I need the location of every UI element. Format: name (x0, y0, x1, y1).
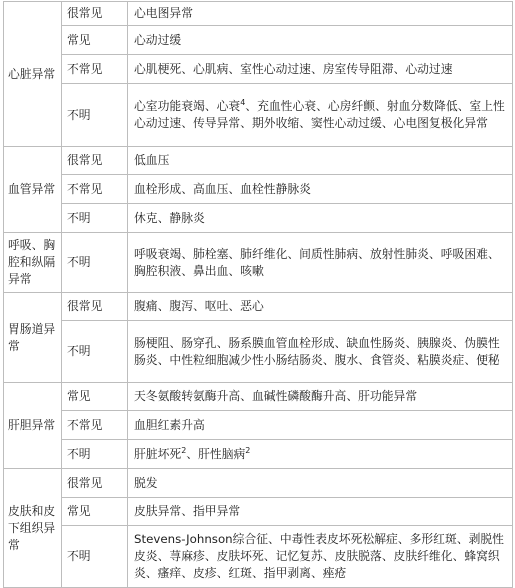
reaction-cell (128, 440, 513, 469)
reaction-cell: 皮肤异常、指甲异常 (128, 498, 513, 526)
footnote-marker: 2 (245, 445, 251, 455)
frequency-cell: 很常见 (62, 147, 128, 175)
frequency-cell: 很常见 (62, 293, 128, 321)
reaction-cell: 休克、静脉炎 (128, 204, 513, 233)
reaction-cell: 心动过缓 (128, 26, 513, 55)
table-row (4, 440, 513, 469)
table-row (4, 233, 513, 293)
category-cell: 胃肠道异常 (4, 293, 62, 383)
category-cell: 呼吸、胸腔和纵隔异常 (4, 233, 62, 293)
category-cell: 血管异常 (4, 147, 62, 233)
table-row (4, 204, 513, 233)
frequency-cell: 不明 (62, 440, 128, 469)
frequency-cell: 常见 (62, 498, 128, 526)
table-row (4, 293, 513, 321)
adverse-reactions-table (3, 1, 513, 588)
table-row (4, 498, 513, 526)
table-row (4, 411, 513, 440)
table-row (4, 383, 513, 411)
frequency-cell: 不明 (62, 84, 128, 147)
frequency-cell: 很常见 (62, 469, 128, 498)
table-row (4, 2, 513, 26)
category-cell: 皮肤和皮下组织异常 (4, 469, 62, 588)
frequency-cell: 很常见 (62, 2, 128, 26)
table-row (4, 469, 513, 498)
table-row (4, 55, 513, 84)
reaction-cell: 天冬氨酸转氨酶升高、血碱性磷酸酶升高、肝功能异常 (128, 383, 513, 411)
category-cell: 心脏异常 (4, 2, 62, 147)
frequency-cell: 常见 (62, 383, 128, 411)
frequency-cell: 常见 (62, 26, 128, 55)
frequency-cell: 不明 (62, 526, 128, 588)
table-row (4, 175, 513, 204)
frequency-cell: 不明 (62, 233, 128, 293)
frequency-cell: 不常见 (62, 55, 128, 84)
frequency-cell: 不明 (62, 321, 128, 383)
table-row (4, 526, 513, 588)
reaction-cell: 血胆红素升高 (128, 411, 513, 440)
reaction-cell: 心肌梗死、心肌病、室性心动过速、房室传导阻滞、心动过速 (128, 55, 513, 84)
reaction-cell: 腹痛、腹泻、呕吐、恶心 (128, 293, 513, 321)
footnote-marker: 4 (240, 98, 246, 108)
reaction-text: 肝脏坏死 (134, 446, 182, 461)
reaction-text: 心室功能衰竭、心衰 (134, 99, 241, 113)
category-cell: 肝胆异常 (4, 383, 62, 469)
reaction-cell: 肠梗阻、肠穿孔、肠系膜血管血栓形成、缺血性肠炎、胰腺炎、伪膜性肠炎、中性粒细胞减少性小肠结肠炎、腹水、食管炎、粘膜炎症、便秘 (128, 321, 513, 383)
footnote-marker: 2 (181, 445, 187, 455)
table-row (4, 147, 513, 175)
reaction-cell: 低血压 (128, 147, 513, 175)
frequency-cell: 不常见 (62, 411, 128, 440)
table-row (4, 84, 513, 147)
reaction-cell: 血栓形成、高血压、血栓性静脉炎 (128, 175, 513, 204)
table-row (4, 321, 513, 383)
reaction-cell (128, 84, 513, 147)
frequency-cell: 不常见 (62, 175, 128, 204)
reaction-cell: 心电图异常 (128, 2, 513, 26)
reaction-text: 、充血性心衰、心房纤颤、射血分数降低、室上性心动过速、传导异常、期外收缩、窦性心动过缓、心电图复极化异常 (134, 99, 505, 130)
reaction-cell: 呼吸衰竭、肺栓塞、肺纤维化、间质性肺病、放射性肺炎、呼吸困难、胸腔积液、鼻出血、咳嗽 (128, 233, 513, 293)
reaction-cell: Stevens-Johnson综合征、中毒性表皮坏死松解症、多形红斑、剥脱性皮炎、荨麻疹、皮肤坏死、记忆复苏、皮肤脱落、皮肤纤维化、蜂窝织炎、瘙痒、皮疹、红斑、指甲剥离、痤疮 (128, 526, 513, 588)
reaction-text: 、肝性脑病 (186, 446, 246, 461)
frequency-cell: 不明 (62, 204, 128, 233)
table-row (4, 26, 513, 55)
reaction-cell: 脱发 (128, 469, 513, 498)
